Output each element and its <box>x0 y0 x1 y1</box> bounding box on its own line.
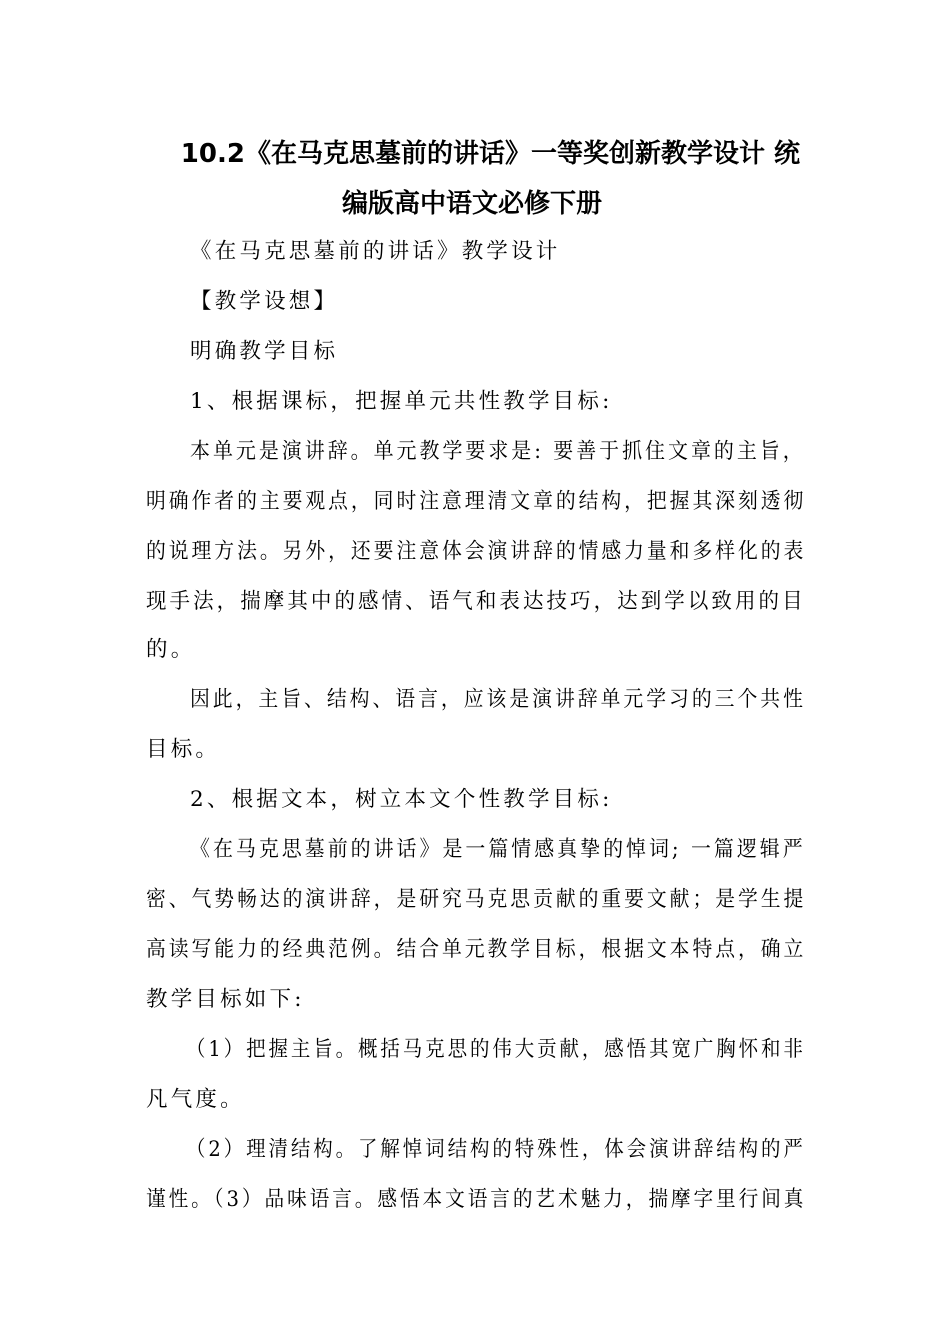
paragraph-line: 因此，主旨、结构、语言，应该是演讲辞单元学习的三个共性 <box>190 687 806 712</box>
paragraph-line: 目标。 <box>146 737 221 762</box>
paragraph-line: （2）理清结构。了解悼词结构的特殊性，体会演讲辞结构的严 <box>186 1137 806 1162</box>
paragraph-line: 本单元是演讲辞。单元教学要求是: 要善于抓住文章的主旨， <box>190 439 806 464</box>
document-title-line-1: 10.2《在马克思墓前的讲话》一等奖创新教学设计 统 <box>180 139 800 169</box>
document-title-line-2: 编版高中语文必修下册 <box>341 189 602 219</box>
paragraph-line: （1）把握主旨。概括马克思的伟大贡献，感悟其宽广胸怀和非 <box>186 1037 806 1062</box>
paragraph-line: 谨性。（3）品味语言。感悟本文语言的艺术魅力，揣摩字里行间真 <box>146 1187 807 1212</box>
paragraph-line: 2、根据文本，树立本文个性教学目标: <box>190 787 613 812</box>
paragraph-line: 高读写能力的经典范例。结合单元教学目标，根据文本特点，确立 <box>146 937 807 962</box>
paragraph-line: 的。 <box>146 637 196 662</box>
paragraph-line: 现手法，揣摩其中的感情、语气和表达技巧，达到学以致用的目 <box>146 589 806 614</box>
paragraph-line: 凡气度。 <box>146 1087 245 1112</box>
paragraph-line: 的说理方法。另外，还要注意体会演讲辞的情感力量和多样化的表 <box>146 539 807 564</box>
subheading: 明确教学目标 <box>190 339 339 364</box>
paragraph-line: 《在马克思墓前的讲话》是一篇情感真挚的悼词; 一篇逻辑严 <box>190 837 806 862</box>
section-heading: 【教学设想】 <box>190 289 339 314</box>
paragraph-line: 密、气势畅达的演讲辞，是研究马克思贡献的重要文献；是学生提 <box>146 887 807 912</box>
paragraph-line: 1、根据课标，把握单元共性教学目标: <box>190 389 613 414</box>
paragraph-line: 明确作者的主要观点，同时注意理清文章的结构，把握其深刻透彻 <box>146 489 807 514</box>
subtitle: 《在马克思墓前的讲话》教学设计 <box>190 239 561 264</box>
paragraph-line: 教学目标如下: <box>146 987 305 1012</box>
